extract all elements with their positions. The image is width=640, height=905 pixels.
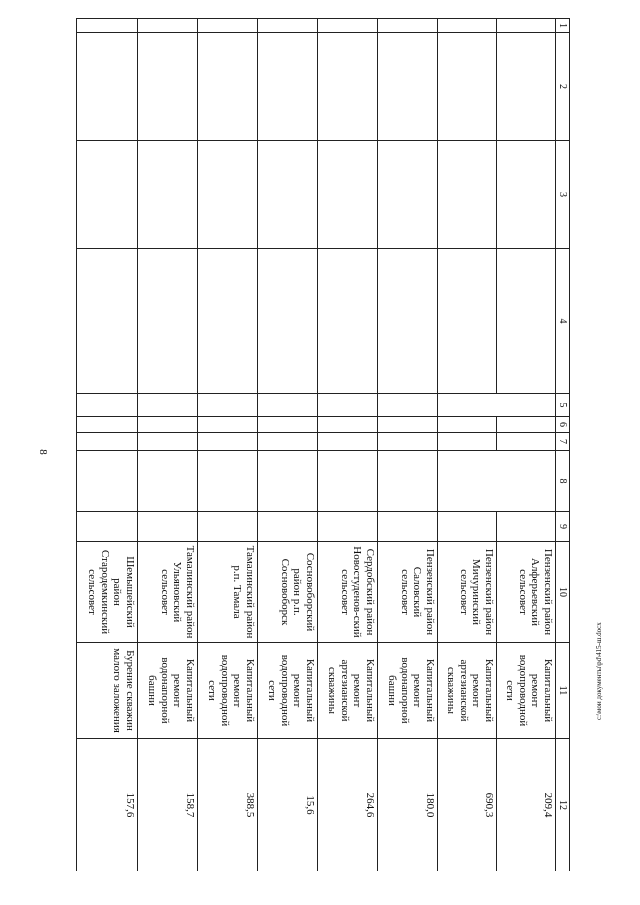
footer-file-path: c:\мои документы\pd\415-ш.docx — [595, 622, 603, 720]
column-number: 1 — [556, 19, 570, 33]
column-number: 5 — [556, 394, 570, 417]
work-cell: Капитальный ремонт водопроводной сети — [258, 643, 318, 739]
amount-cell: 388,5 — [198, 739, 258, 872]
table-header-row — [556, 19, 570, 872]
table-row — [318, 19, 378, 872]
amount-cell: 690,3 — [438, 739, 497, 872]
district-cell: Сердобский район Новостуденов-ский сельсовет — [318, 542, 378, 643]
column-number: 11 — [556, 643, 570, 739]
work-cell: Капитальный ремонт артезианской скважины — [438, 643, 497, 739]
table-container — [76, 18, 570, 871]
column-number: 8 — [556, 451, 570, 512]
district-cell: Шемышейский район Стародемкинский сельсовет — [77, 542, 138, 643]
district-cell: Сосновоборский район р.п. Сосновоборск — [258, 542, 318, 643]
work-cell: Капитальный ремонт водонапорной башни — [378, 643, 438, 739]
amount-cell: 15,6 — [258, 739, 318, 872]
column-number: 3 — [556, 141, 570, 249]
work-cell: Капитальный ремонт артезианской скважины — [318, 643, 378, 739]
table-row — [497, 19, 556, 872]
district-cell: Пензенский район Мичуринский сельсовет — [438, 542, 497, 643]
column-number: 12 — [556, 739, 570, 872]
district-cell: Тамалинский район р.п. Тамала — [198, 542, 258, 643]
work-cell: Капитальный ремонт водопроводной сети — [497, 643, 556, 739]
table-row — [378, 19, 438, 872]
work-cell: Капитальный ремонт водопроводной сети — [198, 643, 258, 739]
district-cell: Пензенский район Алферьевский сельсовет — [497, 542, 556, 643]
table-row — [438, 19, 497, 872]
table-row — [198, 19, 258, 872]
amount-cell: 180,0 — [378, 739, 438, 872]
work-cell: Бурение скважин малого заложения — [77, 643, 138, 739]
column-number: 2 — [556, 33, 570, 141]
rotated-table-frame — [76, 18, 570, 871]
column-number: 9 — [556, 512, 570, 542]
amount-cell: 209,4 — [497, 739, 556, 872]
amount-cell: 264,6 — [318, 739, 378, 872]
page-number: 8 — [37, 449, 49, 455]
work-cell: Капитальный ремонт водонапорной башни — [138, 643, 198, 739]
table-row — [77, 19, 138, 872]
district-cell: Тамалинский район Ульяновский сельсовет — [138, 542, 198, 643]
column-number: 10 — [556, 542, 570, 643]
column-number: 7 — [556, 433, 570, 451]
column-number: 4 — [556, 249, 570, 394]
amount-cell: 157,6 — [77, 739, 138, 872]
district-cell: Пензенский район Саловский сельсовет — [378, 542, 438, 643]
table-row — [258, 19, 318, 872]
column-number: 6 — [556, 417, 570, 433]
amount-cell: 158,7 — [138, 739, 198, 872]
data-table — [76, 18, 570, 871]
table-row — [138, 19, 198, 872]
